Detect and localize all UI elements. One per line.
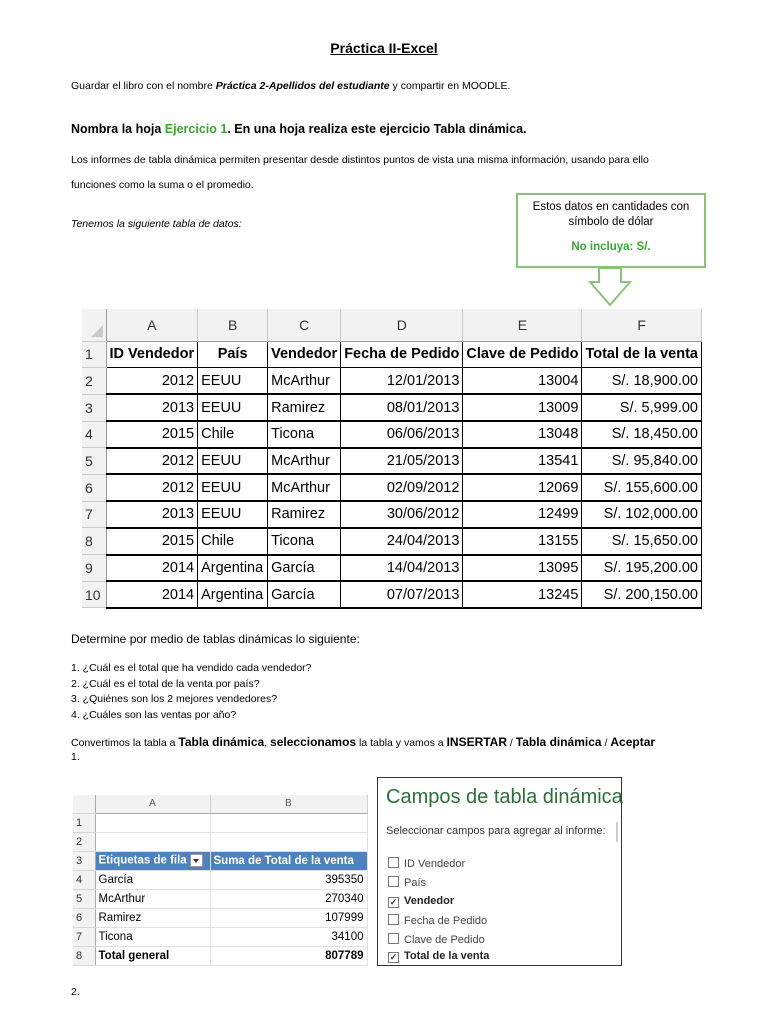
pivot-row-label[interactable]: Ticona bbox=[95, 927, 210, 946]
checkbox-unchecked-icon[interactable] bbox=[388, 914, 399, 925]
data-cell[interactable]: Ramirez bbox=[268, 501, 341, 528]
data-cell[interactable]: 13095 bbox=[463, 555, 582, 582]
row-number[interactable]: 2 bbox=[73, 832, 95, 851]
col-letter[interactable]: B bbox=[210, 795, 367, 813]
pivot-total-label[interactable]: Total general bbox=[95, 946, 210, 965]
data-cell[interactable]: Ticona bbox=[268, 421, 341, 448]
data-row bbox=[82, 474, 701, 501]
cell[interactable] bbox=[210, 813, 367, 832]
data-cell[interactable]: 2015 bbox=[106, 421, 198, 448]
col-letter[interactable]: E bbox=[463, 309, 582, 341]
panel-subtitle: Seleccionar campos para agregar al informe: bbox=[386, 825, 606, 837]
field-total-de-la-venta[interactable]: ✓ Total de la venta bbox=[389, 950, 490, 962]
paragraph-line-1: Los informes de tabla dinámica permiten presentar desde distintos puntos de vista una misma información, usando para ello bbox=[71, 154, 649, 166]
data-row bbox=[82, 501, 701, 528]
cell[interactable] bbox=[210, 832, 367, 851]
pivot-row bbox=[73, 889, 367, 908]
data-cell[interactable]: 2012 bbox=[106, 448, 198, 475]
question-item: 4. ¿Cuáles son las ventas por año? bbox=[71, 708, 237, 721]
data-cell[interactable]: 13245 bbox=[463, 581, 582, 608]
pivot-row-value[interactable]: 395350 bbox=[210, 870, 367, 889]
data-row bbox=[82, 394, 701, 421]
row-number[interactable]: 7 bbox=[73, 927, 95, 946]
data-row bbox=[82, 448, 701, 475]
row-number[interactable]: 5 bbox=[82, 448, 106, 475]
row-number[interactable]: 6 bbox=[73, 908, 95, 927]
data-row bbox=[82, 421, 701, 448]
data-cell[interactable]: 07/07/2013 bbox=[341, 581, 463, 608]
data-cell[interactable]: 08/01/2013 bbox=[341, 394, 463, 421]
question-item: 1. ¿Cuál es el total que ha vendido cada vendedor? bbox=[71, 662, 312, 674]
select-all-corner[interactable] bbox=[82, 309, 106, 341]
field-fecha-de-pedido[interactable]: Fecha de Pedido bbox=[388, 914, 487, 927]
cell[interactable] bbox=[95, 813, 210, 832]
data-cell[interactable]: García bbox=[268, 581, 341, 608]
select-all-corner[interactable] bbox=[73, 795, 95, 813]
pivot-table bbox=[73, 795, 368, 966]
pivot-row-value[interactable]: 107999 bbox=[210, 908, 367, 927]
data-cell[interactable]: Argentina bbox=[198, 581, 268, 608]
determine-text: Determine por medio de tablas dinámicas lo siguiente: bbox=[71, 632, 360, 646]
panel-title: Campos de tabla dinámica bbox=[386, 786, 623, 808]
row-number[interactable]: 3 bbox=[82, 394, 106, 421]
data-cell[interactable]: S/. 5,999.00 bbox=[582, 394, 702, 421]
data-cell[interactable]: McArthur bbox=[268, 448, 341, 475]
data-cell[interactable]: 14/04/2013 bbox=[341, 555, 463, 582]
data-cell[interactable]: 2012 bbox=[106, 474, 198, 501]
data-row bbox=[82, 581, 701, 608]
data-table bbox=[82, 309, 702, 609]
header-cell[interactable]: Total de la venta bbox=[582, 341, 702, 368]
questions-list bbox=[71, 661, 312, 723]
row-number[interactable]: 6 bbox=[82, 474, 106, 501]
step-2: 2. bbox=[71, 986, 80, 998]
header-cell[interactable]: ID Vendedor bbox=[106, 341, 198, 368]
question-item: 3. ¿Quiénes son los 2 mejores vendedores? bbox=[71, 693, 278, 705]
data-cell[interactable]: 2012 bbox=[106, 368, 198, 395]
question-item: 2. ¿Cuál es el total de la venta por país? bbox=[71, 677, 260, 690]
row-number[interactable]: 8 bbox=[82, 528, 106, 555]
pivot-row-value[interactable]: 270340 bbox=[210, 889, 367, 908]
convert-instructions: Convertimos la tabla a Tabla dinámica, seleccionamos la tabla y vamos a INSERTAR / Tabla dinámica / Aceptar bbox=[71, 735, 656, 749]
col-letter[interactable]: A bbox=[95, 795, 210, 813]
field-clave-de-pedido[interactable]: Clave de Pedido bbox=[388, 933, 485, 946]
col-letter[interactable]: D bbox=[341, 309, 463, 341]
data-cell[interactable]: 13009 bbox=[463, 394, 582, 421]
callout-line-2: símbolo de dólar bbox=[568, 216, 654, 228]
data-cell[interactable]: EEUU bbox=[198, 474, 268, 501]
header-cell[interactable]: Vendedor bbox=[268, 341, 341, 368]
row-number[interactable]: 1 bbox=[82, 341, 106, 368]
data-cell[interactable]: 30/06/2012 bbox=[341, 501, 463, 528]
pivot-total-value[interactable]: 807789 bbox=[210, 946, 367, 965]
data-cell[interactable]: 2014 bbox=[106, 555, 198, 582]
pivot-header-value[interactable]: Suma de Total de la venta bbox=[210, 851, 367, 870]
pivot-row bbox=[73, 927, 367, 946]
header-cell[interactable]: Fecha de Pedido bbox=[341, 341, 463, 368]
data-cell[interactable]: 2013 bbox=[106, 394, 198, 421]
pivot-row-value[interactable]: 34100 bbox=[210, 927, 367, 946]
pivot-row-label[interactable]: McArthur bbox=[95, 889, 210, 908]
tenemos-text: Tenemos la siguiente tabla de datos: bbox=[71, 218, 242, 230]
pivot-header-label[interactable]: Etiquetas de fila bbox=[95, 851, 210, 870]
data-cell[interactable]: S/. 155,600.00 bbox=[582, 474, 702, 501]
cell[interactable] bbox=[95, 832, 210, 851]
pivot-row-empty bbox=[73, 832, 367, 851]
data-cell[interactable]: S/. 200,150.00 bbox=[582, 581, 702, 608]
step-1: 1. bbox=[71, 751, 80, 763]
data-cell[interactable]: McArthur bbox=[268, 368, 341, 395]
row-number[interactable]: 2 bbox=[82, 368, 106, 395]
row-number[interactable]: 9 bbox=[82, 555, 106, 582]
data-cell[interactable]: S/. 95,840.00 bbox=[582, 448, 702, 475]
data-cell[interactable]: Chile bbox=[198, 421, 268, 448]
col-letter[interactable]: C bbox=[268, 309, 341, 341]
col-letter[interactable]: F bbox=[582, 309, 702, 341]
data-cell[interactable]: 2013 bbox=[106, 501, 198, 528]
data-row bbox=[82, 528, 701, 555]
callout-note: No incluya: S/. bbox=[571, 241, 651, 253]
checkbox-unchecked-icon[interactable] bbox=[388, 857, 399, 868]
field-vendedor[interactable]: ✓ Vendedor bbox=[389, 895, 455, 907]
col-letter[interactable]: B bbox=[198, 309, 268, 341]
data-cell[interactable]: EEUU bbox=[198, 394, 268, 421]
pivot-column-letters bbox=[73, 795, 367, 813]
data-cell[interactable]: 24/04/2013 bbox=[341, 528, 463, 555]
filter-dropdown-icon[interactable] bbox=[190, 854, 203, 867]
data-cell[interactable]: Ramirez bbox=[268, 394, 341, 421]
checkbox-checked-icon[interactable]: ✓ bbox=[389, 897, 398, 907]
header-cell[interactable]: País bbox=[198, 341, 268, 368]
pivot-header-row bbox=[73, 851, 367, 870]
data-cell[interactable]: 13004 bbox=[463, 368, 582, 395]
row-number[interactable]: 1 bbox=[73, 813, 95, 832]
pivot-row-empty bbox=[73, 813, 367, 832]
row-number[interactable]: 4 bbox=[73, 870, 95, 889]
row-number[interactable]: 3 bbox=[73, 851, 95, 870]
callout-line-1: Estos datos en cantidades con bbox=[532, 201, 690, 213]
pivot-row bbox=[73, 908, 367, 927]
data-cell[interactable]: 06/06/2013 bbox=[341, 421, 463, 448]
row-number[interactable]: 10 bbox=[82, 581, 106, 608]
data-cell[interactable]: 12/01/2013 bbox=[341, 368, 463, 395]
field-pais[interactable]: País bbox=[388, 876, 426, 889]
row-number[interactable]: 4 bbox=[82, 421, 106, 448]
data-cell[interactable]: 2015 bbox=[106, 528, 198, 555]
data-cell[interactable]: 2014 bbox=[106, 581, 198, 608]
intro-text: Guardar el libro con el nombre Práctica 2-Apellidos del estudiante y compartir en MOODLE. bbox=[71, 80, 511, 92]
file-name: Práctica 2-Apellidos del estudiante bbox=[215, 80, 390, 92]
data-row bbox=[82, 368, 701, 395]
data-cell[interactable]: 13541 bbox=[463, 448, 582, 475]
pivot-row-label[interactable]: Ramirez bbox=[95, 908, 210, 927]
data-cell[interactable]: EEUU bbox=[198, 501, 268, 528]
data-cell[interactable]: S/. 18,450.00 bbox=[582, 421, 702, 448]
paragraph-line-2: funciones como la suma o el promedio. bbox=[71, 179, 254, 191]
data-row bbox=[82, 555, 701, 582]
sheet-name: Ejercicio 1 bbox=[164, 122, 228, 136]
column-letters bbox=[82, 309, 701, 341]
data-cell[interactable]: S/. 102,000.00 bbox=[582, 501, 702, 528]
data-cell[interactable]: García bbox=[268, 555, 341, 582]
pivot-fields-panel bbox=[377, 777, 622, 966]
data-cell[interactable]: McArthur bbox=[268, 474, 341, 501]
row-number[interactable]: 8 bbox=[73, 946, 95, 965]
header-row bbox=[82, 341, 701, 368]
task-heading: Nombra la hoja Ejercicio 1. En una hoja realiza este ejercicio Tabla dinámica. bbox=[71, 122, 527, 136]
checkbox-checked-icon[interactable]: ✓ bbox=[389, 952, 398, 962]
data-cell[interactable]: 13048 bbox=[463, 421, 582, 448]
data-cell[interactable]: Chile bbox=[198, 528, 268, 555]
data-cell[interactable]: EEUU bbox=[198, 448, 268, 475]
page-title: Práctica II-Excel bbox=[330, 40, 438, 56]
row-number[interactable]: 7 bbox=[82, 501, 106, 528]
data-cell[interactable]: S/. 18,900.00 bbox=[582, 368, 702, 395]
col-letter[interactable]: A bbox=[106, 309, 198, 341]
pivot-total-row bbox=[73, 946, 367, 965]
data-cell[interactable]: S/. 195,200.00 bbox=[582, 555, 702, 582]
row-number[interactable]: 5 bbox=[73, 889, 95, 908]
data-cell[interactable]: 12069 bbox=[463, 474, 582, 501]
data-cell[interactable]: 13155 bbox=[463, 528, 582, 555]
data-cell[interactable]: 02/09/2012 bbox=[341, 474, 463, 501]
checkbox-unchecked-icon[interactable] bbox=[388, 933, 399, 944]
data-cell[interactable]: S/. 15,650.00 bbox=[582, 528, 702, 555]
header-cell[interactable]: Clave de Pedido bbox=[463, 341, 582, 368]
data-cell[interactable]: Argentina bbox=[198, 555, 268, 582]
data-cell[interactable]: 21/05/2013 bbox=[341, 448, 463, 475]
pivot-row-label[interactable]: García bbox=[95, 870, 210, 889]
data-cell[interactable]: 12499 bbox=[463, 501, 582, 528]
data-cell[interactable]: EEUU bbox=[198, 368, 268, 395]
panel-scrollbar[interactable] bbox=[616, 822, 618, 842]
data-cell[interactable]: Ticona bbox=[268, 528, 341, 555]
pivot-row bbox=[73, 870, 367, 889]
field-id-vendedor[interactable]: ID Vendedor bbox=[388, 857, 465, 870]
checkbox-unchecked-icon[interactable] bbox=[388, 876, 399, 887]
